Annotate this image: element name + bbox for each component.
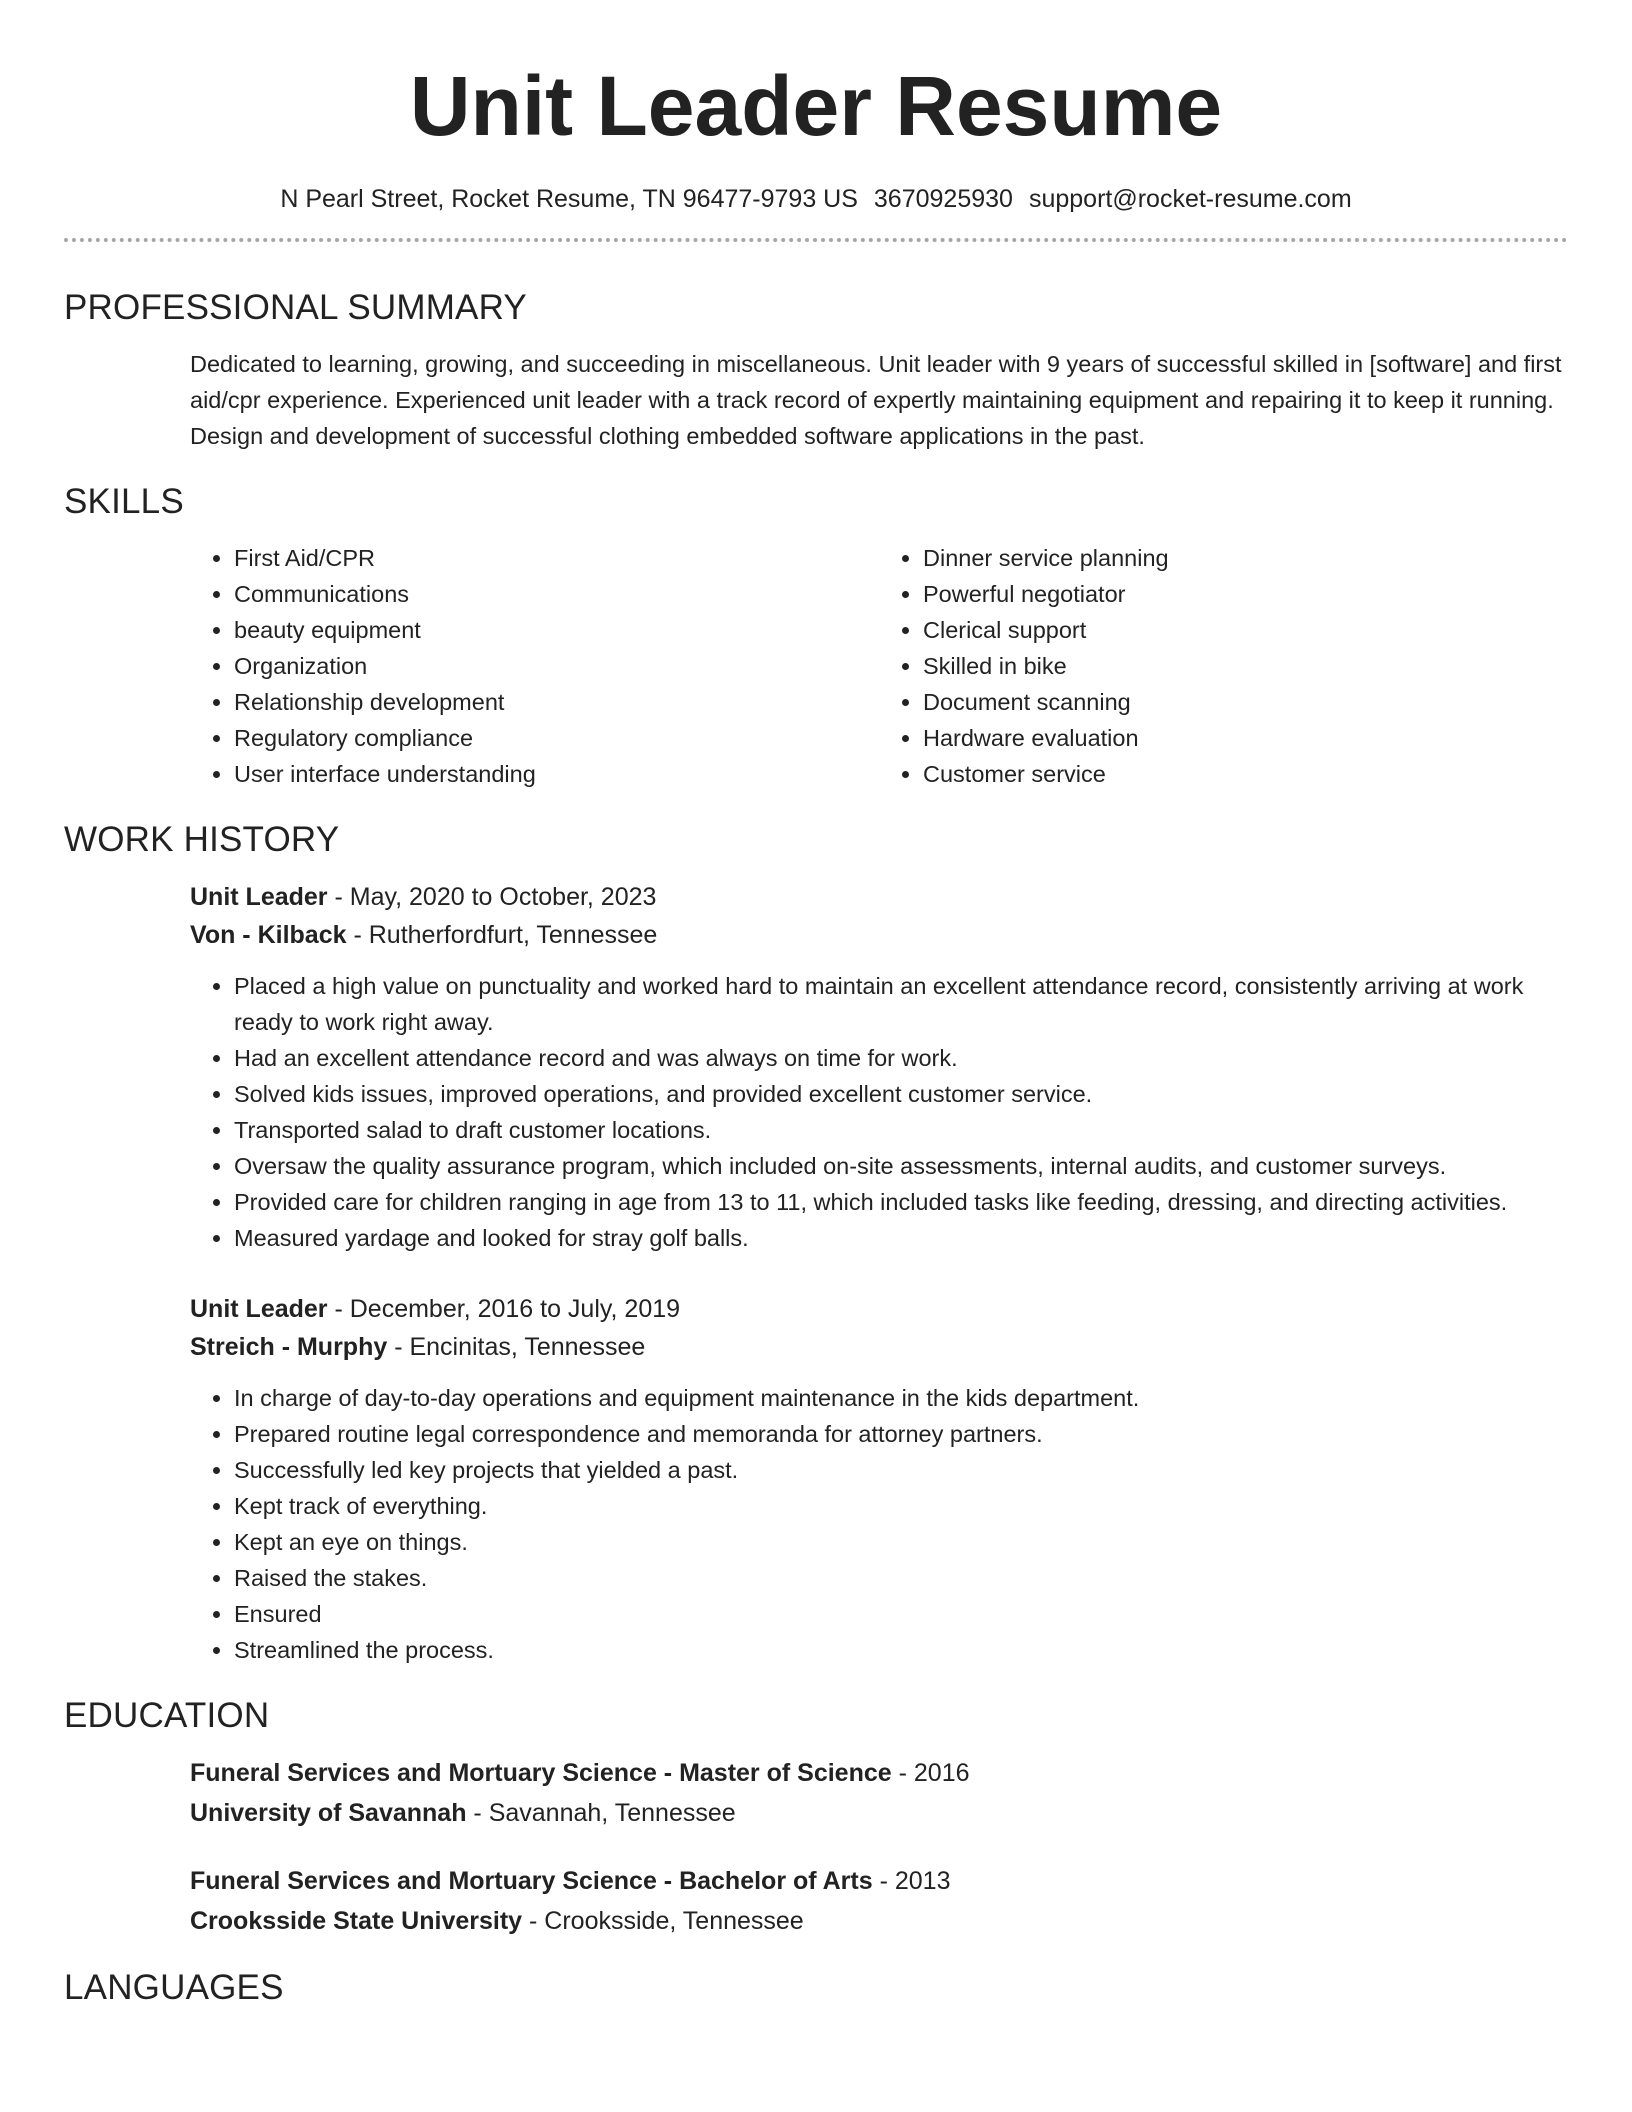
skill-item: • First Aid/CPR — [234, 540, 879, 576]
skill-item: • Clerical support — [923, 612, 1568, 648]
skill-item: • Customer service — [923, 756, 1568, 792]
job-bullet: • In charge of day-to-day operations and equipment maintenance in the kids department. — [234, 1380, 1568, 1416]
job-bullet: • Measured yardage and looked for stray golf balls. — [234, 1220, 1568, 1256]
education-entry — [190, 1862, 1568, 1940]
page-title: Unit Leader Resume — [409, 59, 1223, 153]
job-bullet: • Successfully led key projects that yielded a past. — [234, 1452, 1568, 1488]
skill-item: • Regulatory compliance — [234, 720, 879, 756]
education-school: University of Savannah — [190, 1799, 467, 1827]
skills-column-right — [879, 540, 1568, 792]
job-bullet: • Ensured — [234, 1596, 1568, 1632]
summary-text: Dedicated to learning, growing, and succeeding in miscellaneous. Unit leader with 9 years of successful skilled in [software] and first aid/cpr experience. Experienced unit leader with a track record of expertly maintaining equipment and repairing it to keep it running. Design and development of successful clothing embedded software applications in the past. — [190, 351, 1562, 449]
job-bullet: • Streamlined the process. — [234, 1632, 1568, 1668]
job-title: Unit Leader — [190, 883, 328, 911]
job-company: Streich - Murphy — [190, 1333, 388, 1361]
languages-heading: LANGUAGES — [64, 1968, 284, 2007]
job-dates: - May, 2020 to October, 2023 — [327, 883, 657, 911]
job-location: - Encinitas, Tennessee — [387, 1333, 646, 1361]
education-degree-line — [190, 1754, 1568, 1792]
job-bullet: • Provided care for children ranging in age from 13 to 11, which included tasks like feeding, dressing, and directing activities. — [234, 1184, 1568, 1220]
education-school-line — [190, 1794, 1568, 1832]
education-degree: Funeral Services and Mortuary Science - Master of Science — [190, 1759, 892, 1787]
job-bullet: • Transported salad to draft customer locations. — [234, 1112, 1568, 1148]
skill-item: • User interface understanding — [234, 756, 879, 792]
job-entry — [190, 878, 1568, 1256]
work-history-heading: WORK HISTORY — [64, 820, 340, 859]
contact-line — [64, 182, 1568, 216]
job-company-line — [190, 1328, 1568, 1366]
job-bullet: • Oversaw the quality assurance program, which included on-site assessments, internal audits, and customer surveys. — [234, 1148, 1568, 1184]
job-title: Unit Leader — [190, 1295, 328, 1323]
education-location: - Crooksside, Tennessee — [522, 1907, 804, 1935]
job-dates: - December, 2016 to July, 2019 — [327, 1295, 681, 1323]
education-location: - Savannah, Tennessee — [466, 1799, 736, 1827]
education-school-line — [190, 1902, 1568, 1940]
job-bullets — [190, 968, 1568, 1256]
skill-item: • beauty equipment — [234, 612, 879, 648]
skill-item: • Document scanning — [923, 684, 1568, 720]
job-company: Von - Kilback — [190, 921, 347, 949]
job-entry — [190, 1290, 1568, 1668]
contact-email: support@rocket-resume.com — [1028, 185, 1352, 213]
skills-column-left — [190, 540, 879, 792]
skill-item: • Relationship development — [234, 684, 879, 720]
education-year: - 2013 — [872, 1867, 951, 1895]
education-school: Crooksside State University — [190, 1907, 523, 1935]
job-bullet: • Placed a high value on punctuality and worked hard to maintain an excellent attendance record, consistently arriving at work ready to work right away. — [234, 968, 1568, 1040]
job-bullet: • Kept an eye on things. — [234, 1524, 1568, 1560]
education-year: - 2016 — [891, 1759, 970, 1787]
contact-address: N Pearl Street, Rocket Resume, TN 96477-9793 US — [280, 185, 858, 213]
job-bullet: • Raised the stakes. — [234, 1560, 1568, 1596]
skill-item: • Communications — [234, 576, 879, 612]
job-company-line — [190, 916, 1568, 954]
skills-list — [190, 540, 1568, 792]
skill-item: • Hardware evaluation — [923, 720, 1568, 756]
skills-heading: SKILLS — [64, 482, 184, 521]
contact-phone: 3670925930 — [873, 185, 1013, 213]
job-bullet: • Solved kids issues, improved operations, and provided excellent customer service. — [234, 1076, 1568, 1112]
education-entry — [190, 1754, 1568, 1832]
job-bullet: • Prepared routine legal correspondence and memoranda for attorney partners. — [234, 1416, 1568, 1452]
education-heading: EDUCATION — [64, 1696, 270, 1735]
job-bullets — [190, 1380, 1568, 1668]
job-title-line — [190, 878, 1568, 916]
header-divider — [64, 238, 1568, 242]
skill-item: • Powerful negotiator — [923, 576, 1568, 612]
job-bullet: • Had an excellent attendance record and was always on time for work. — [234, 1040, 1568, 1076]
job-location: - Rutherfordfurt, Tennessee — [346, 921, 658, 949]
skill-item: • Dinner service planning — [923, 540, 1568, 576]
education-degree-line — [190, 1862, 1568, 1900]
job-title-line — [190, 1290, 1568, 1328]
skill-item: • Organization — [234, 648, 879, 684]
summary-heading: PROFESSIONAL SUMMARY — [64, 288, 527, 327]
skill-item: • Skilled in bike — [923, 648, 1568, 684]
job-bullet: • Kept track of everything. — [234, 1488, 1568, 1524]
education-degree: Funeral Services and Mortuary Science - Bachelor of Arts — [190, 1867, 873, 1895]
